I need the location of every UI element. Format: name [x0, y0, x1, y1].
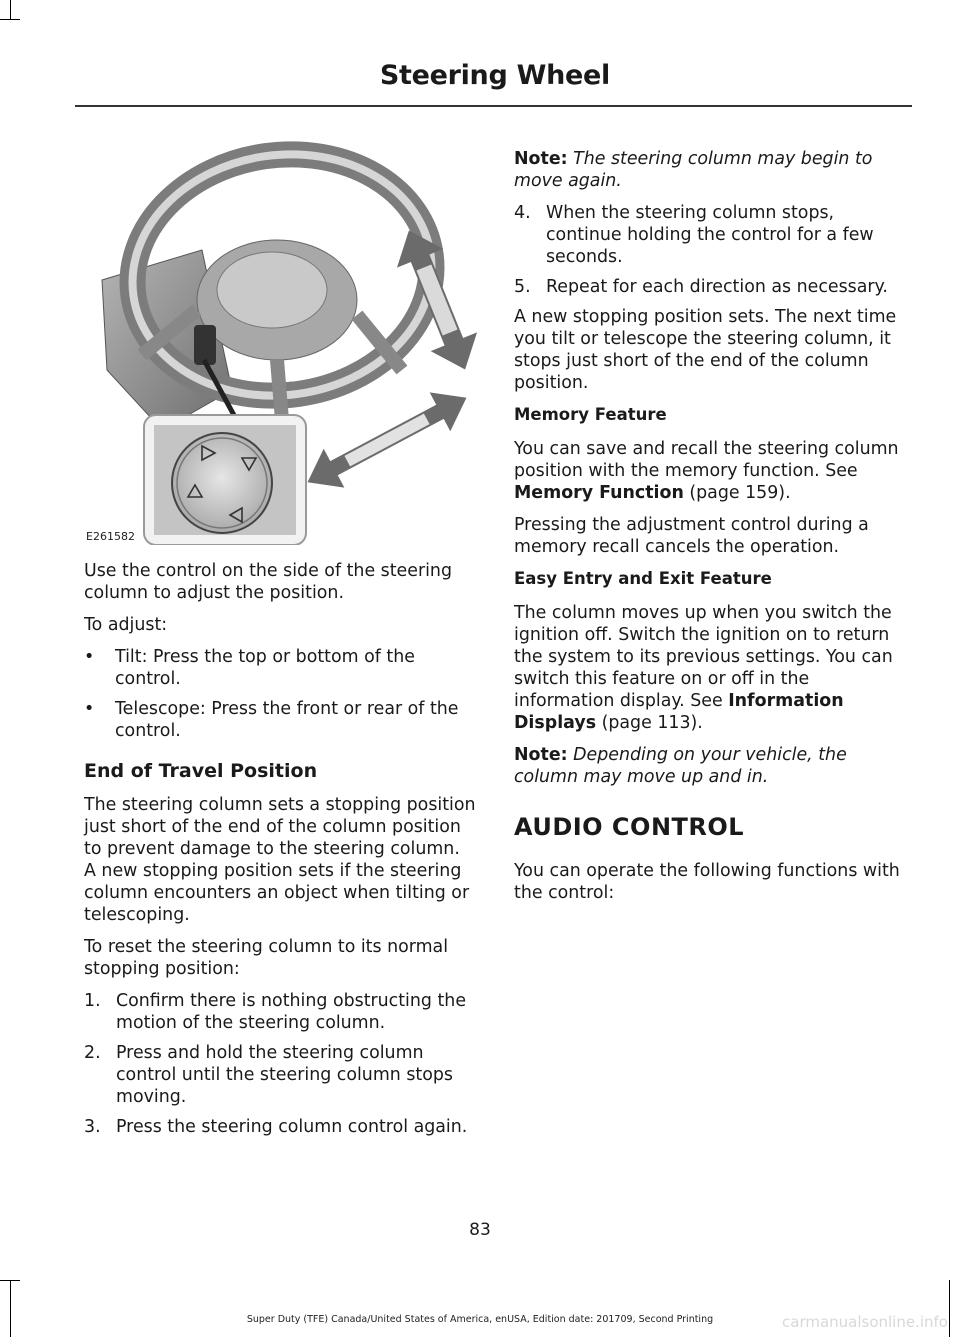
- new-stop-paragraph: A new stopping position sets. The next time you tilt or telescope the steering column, it stops just short of the end of the column position.: [514, 307, 897, 393]
- end-travel-paragraph: The steering column sets a stopping position just short of the end of the column position to prevent damage to the steering column. A new stopping position sets if the steering column encounters an object when tilting or telescoping.: [84, 795, 476, 925]
- crop-mark: [949, 1280, 950, 1337]
- section-heading: Easy Entry and Exit Feature: [514, 569, 772, 588]
- step-number: 3.: [84, 1117, 101, 1137]
- crop-mark: [10, 1280, 11, 1337]
- step-number: 5.: [514, 277, 531, 297]
- list-item: [84, 646, 476, 690]
- header-divider: [75, 105, 912, 107]
- note: [514, 148, 910, 192]
- page-reference: (page 113).: [601, 713, 703, 733]
- step-text: When the steering column stops, continue holding the control for a few seconds.: [546, 203, 874, 267]
- audio-paragraph: You can operate the following functions with the control:: [514, 861, 900, 903]
- bullet-mark: •: [84, 699, 95, 719]
- figure-code: E261582: [86, 530, 135, 543]
- section-heading-audio: AUDIO CONTROL: [514, 813, 745, 841]
- note-label: Note:: [514, 745, 568, 765]
- to-adjust-label: To adjust:: [84, 615, 168, 635]
- list-item: [84, 1042, 476, 1108]
- step-number: 1.: [84, 991, 101, 1011]
- reset-intro: To reset the steering column to its normal stopping position:: [84, 937, 449, 979]
- crop-mark: [10, 0, 11, 20]
- crop-mark: [0, 1280, 20, 1281]
- pressing-paragraph: Pressing the adjustment control during a memory recall cancels the operation.: [514, 515, 869, 557]
- page-title: Steering Wheel: [379, 60, 610, 91]
- note-text: Depending on your vehicle, the column may move up and in.: [514, 745, 847, 787]
- footer-text: Super Duty (TFE) Canada/United States of America, enUSA, Edition date: 201709, Second Printing: [246, 1314, 714, 1325]
- note-label: Note:: [514, 149, 568, 169]
- steering-wheel-illustration: [82, 140, 477, 545]
- column-control: [194, 325, 216, 365]
- right-column: [514, 148, 910, 914]
- step-text: Confirm there is nothing obstructing the motion of the steering column.: [116, 991, 467, 1033]
- bullet-mark: •: [84, 647, 95, 667]
- note: [514, 744, 910, 788]
- memory-text: You can save and recall the steering column position with the memory function. See: [514, 439, 899, 481]
- easy-entry-paragraph: [514, 602, 910, 734]
- bullet-text: Telescope: Press the front or rear of the control.: [115, 699, 459, 741]
- joystick-knob: [172, 433, 272, 533]
- page-reference: (page 159).: [689, 483, 791, 503]
- section-heading: End of Travel Position: [84, 760, 318, 782]
- step-text: Press and hold the steering column control until the steering column stops moving.: [116, 1043, 453, 1107]
- list-item: [84, 990, 476, 1034]
- memory-paragraph: [514, 438, 910, 504]
- list-item: [514, 276, 910, 298]
- list-item: [84, 698, 476, 742]
- section-heading: Memory Feature: [514, 405, 667, 424]
- watermark: carmanualsonline.info: [782, 1313, 948, 1331]
- step-text: Press the steering column control again.: [116, 1117, 468, 1137]
- information-displays-link[interactable]: Information Displays: [514, 691, 844, 733]
- intro-paragraph: Use the control on the side of the steering column to adjust the position.: [84, 561, 452, 603]
- bullet-text: Tilt: Press the top or bottom of the control.: [115, 647, 415, 689]
- note-text: The steering column may begin to move again.: [514, 149, 873, 191]
- page-number: 83: [469, 1220, 491, 1240]
- step-number: 2.: [84, 1043, 101, 1063]
- crop-mark: [0, 19, 20, 20]
- step-text: Repeat for each direction as necessary.: [546, 277, 888, 297]
- left-column: [84, 560, 476, 1146]
- list-item: [84, 1116, 476, 1138]
- memory-function-link[interactable]: Memory Function: [514, 483, 684, 503]
- easy-entry-text: The column moves up when you switch the ignition off. Switch the ignition on to return the system to its previous settings. You can switch this feature on or off in the information display. See: [514, 603, 893, 711]
- step-number: 4.: [514, 203, 531, 223]
- list-item: [514, 202, 910, 268]
